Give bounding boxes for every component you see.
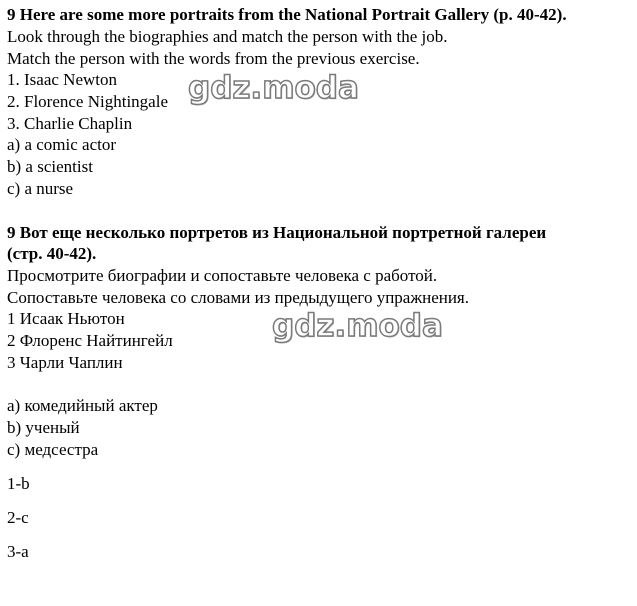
answer-item: 3-a xyxy=(7,542,29,561)
person-item: 1. Isaac Newton xyxy=(7,70,117,89)
answer-item: 1-b xyxy=(7,474,30,493)
exercise-title-ru: 9 Вот еще несколько портретов из Национальной портретной галереи xyxy=(7,223,547,242)
job-item: a) a comic actor xyxy=(7,135,117,154)
person-item: 2. Florence Nightingale xyxy=(7,92,168,111)
job-item: c) медсестра xyxy=(7,440,99,459)
person-item: 1 Исаак Ньютон xyxy=(7,309,125,328)
answer-item: 2-c xyxy=(7,508,29,527)
person-item: 3. Charlie Chaplin xyxy=(7,114,133,133)
person-item: 3 Чарли Чаплин xyxy=(7,353,123,372)
person-item: 2 Флоренс Найтингейл xyxy=(7,331,173,350)
watermark-logo: gdz.moda xyxy=(188,70,359,106)
instruction-en-2: Match the person with the words from the previous exercise. xyxy=(7,49,420,68)
job-item: c) a nurse xyxy=(7,179,74,198)
instruction-ru-2: Сопоставьте человека со словами из предыдущего упражнения. xyxy=(7,288,470,307)
exercise-title-ru-continued: (стр. 40-42). xyxy=(7,244,97,263)
job-item: a) комедийный актер xyxy=(7,396,158,415)
job-item: b) a scientist xyxy=(7,157,93,176)
instruction-ru-1: Просмотрите биографии и сопоставьте человека с работой. xyxy=(7,266,438,285)
instruction-en-1: Look through the biographies and match the person with the job. xyxy=(7,27,448,46)
exercise-title-en: 9 Here are some more portraits from the National Portrait Gallery (p. 40-42). xyxy=(7,5,567,24)
job-item: b) ученый xyxy=(7,418,80,437)
watermark-logo: gdz.moda xyxy=(272,308,443,344)
